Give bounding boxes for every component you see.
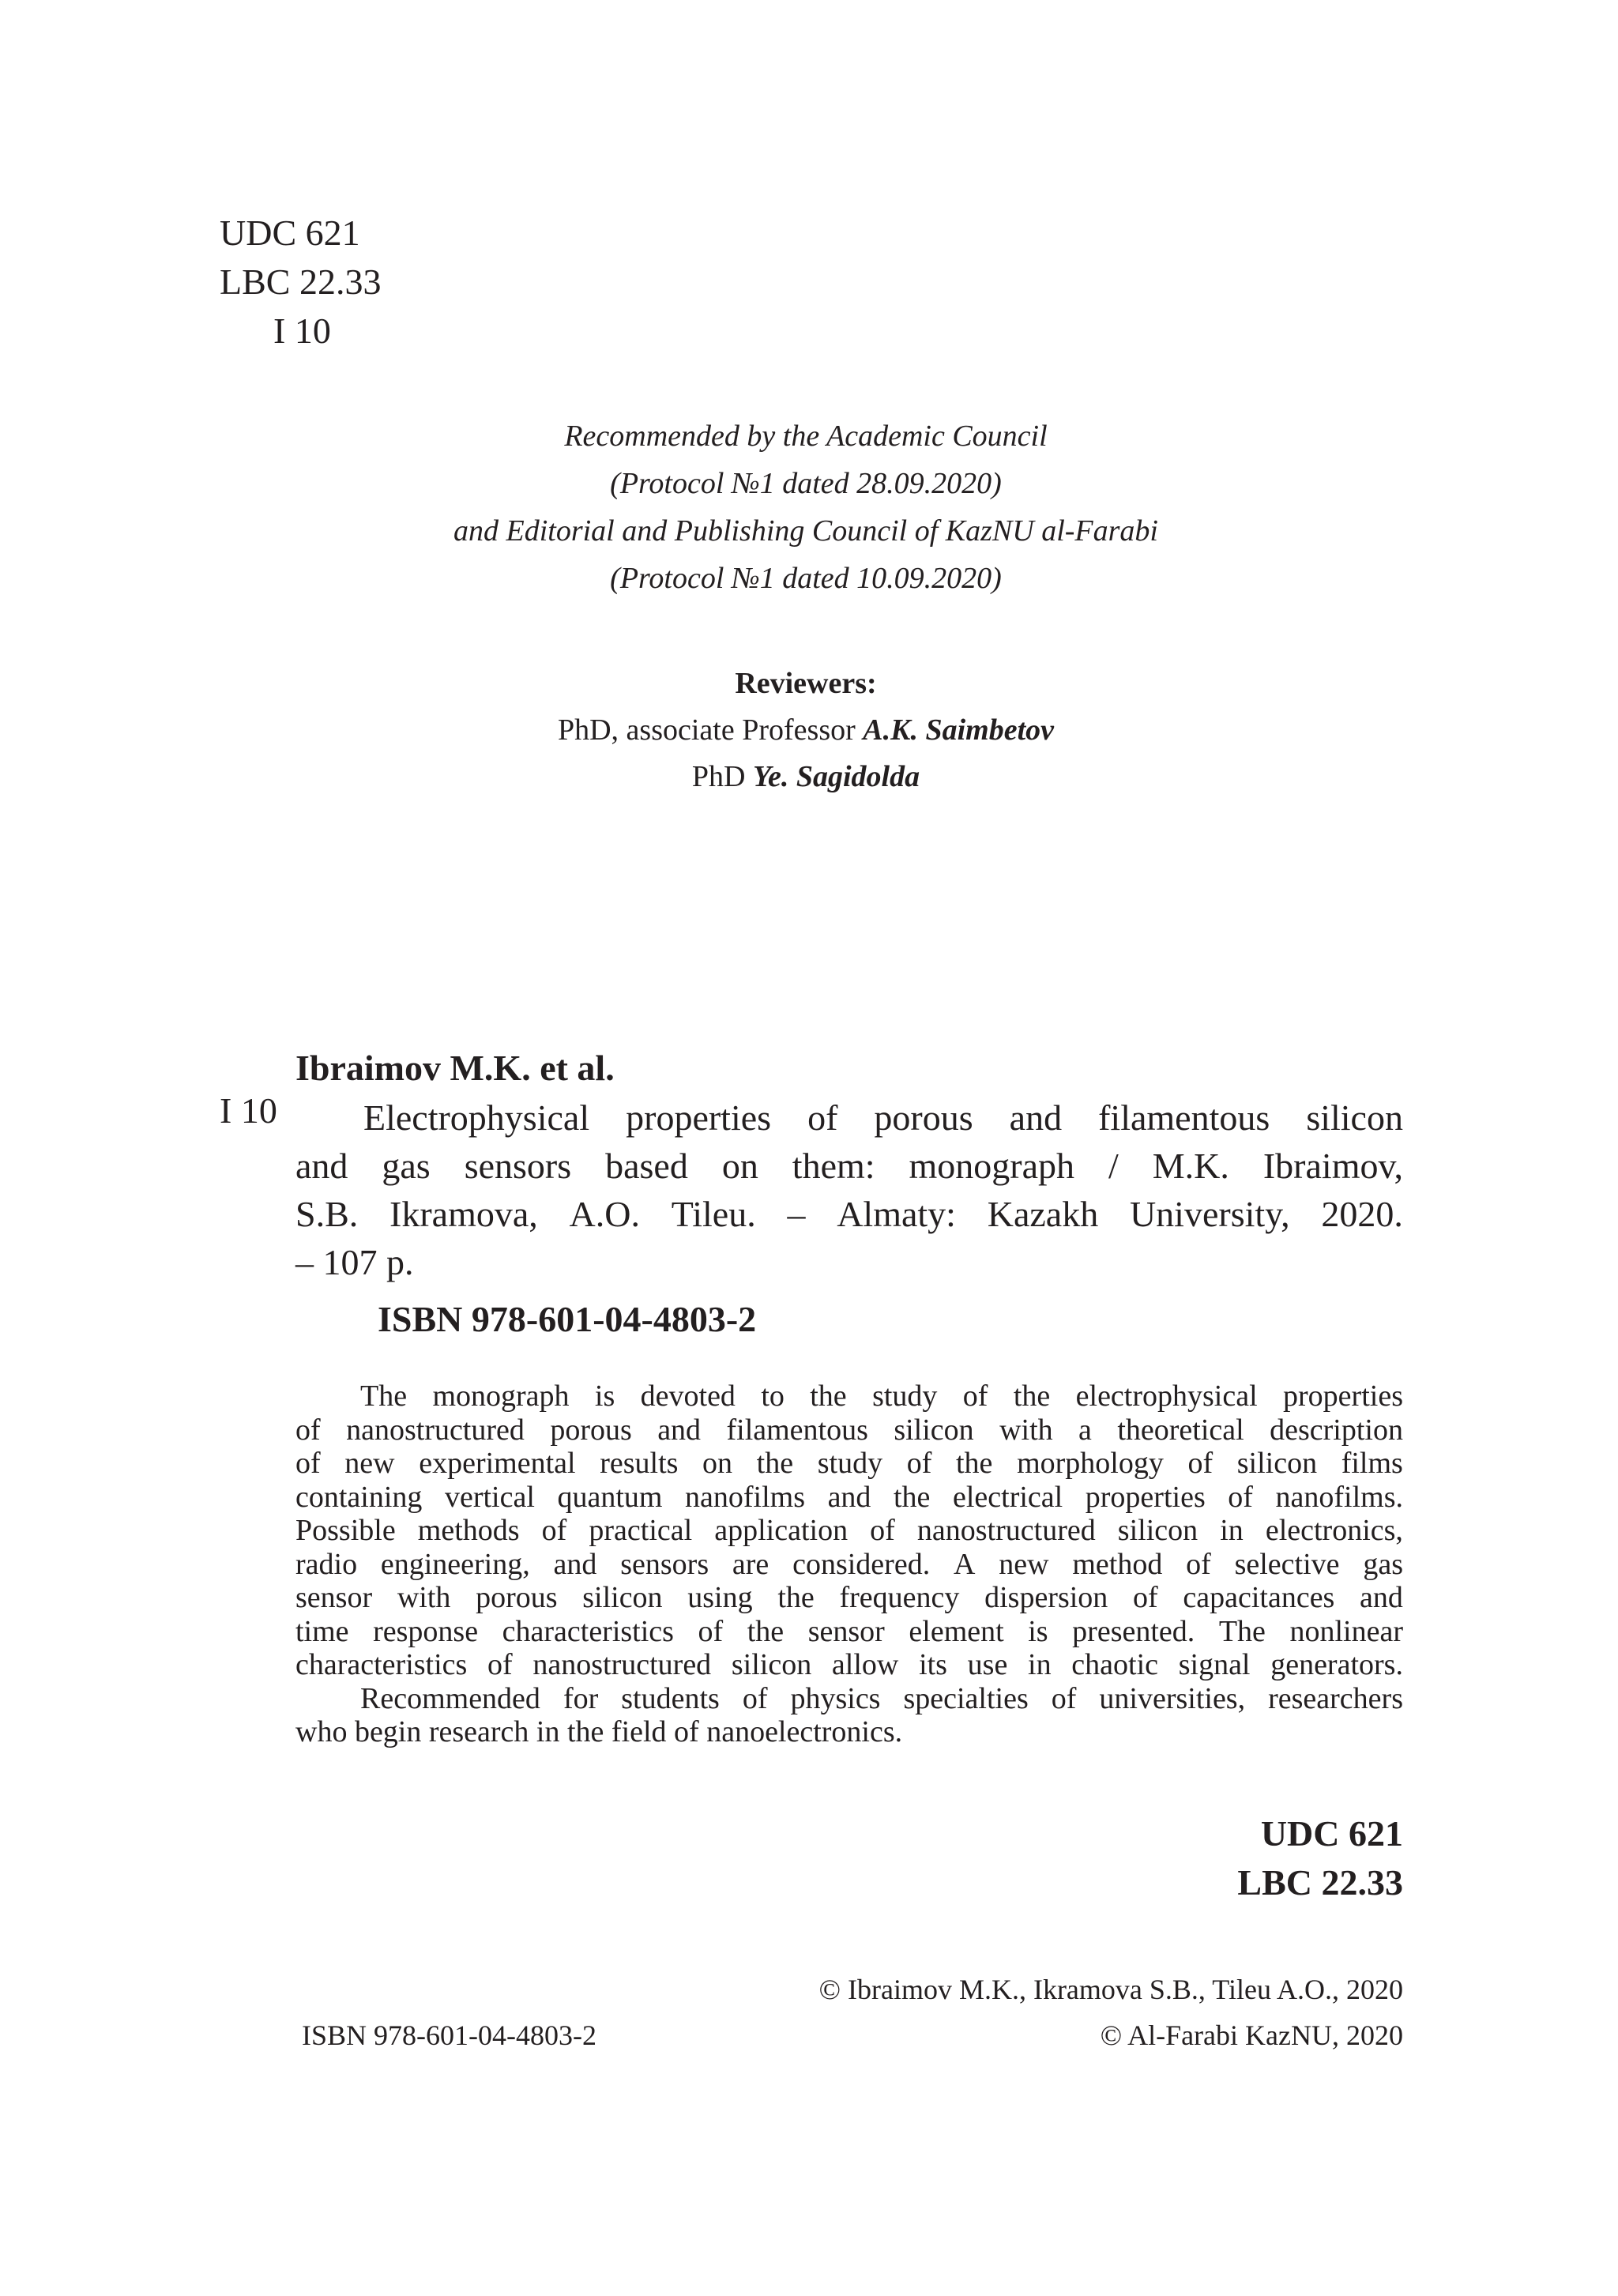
udc-code: UDC 621 (220, 213, 360, 253)
word: them: (792, 1146, 875, 1186)
word: Possible (295, 1514, 396, 1547)
reviewers-heading: Reviewers: (735, 667, 877, 700)
word: the (810, 1379, 847, 1413)
word: of (742, 1681, 768, 1715)
word: is (594, 1379, 615, 1413)
reviewer-2-title: PhD (691, 760, 753, 793)
reviewer-1 (237, 707, 1375, 754)
classification-codes-right (1027, 1809, 1403, 1907)
word: researchers (1268, 1681, 1403, 1715)
annotation-line (295, 1379, 1403, 1413)
recommendation-line: and Editorial and Publishing Council of KazNU al-Farabi (453, 514, 1158, 548)
word: silicon (1236, 1447, 1318, 1480)
word: silicon (894, 1413, 974, 1447)
author-sign: I 10 (273, 311, 331, 351)
word: silicon (582, 1581, 663, 1614)
word: on (721, 1146, 758, 1186)
word: of (807, 1097, 838, 1138)
recommendation-line: (Protocol №1 dated 10.09.2020) (610, 562, 1002, 595)
annotation-line-last: who begin research in the field of nanoelectronics. (295, 1715, 903, 1748)
recommendation-line: (Protocol №1 dated 28.09.2020) (610, 467, 1002, 500)
udc-code-bold: UDC 621 (1260, 1813, 1403, 1854)
word: morphology (1017, 1447, 1164, 1480)
word: of (1228, 1480, 1253, 1514)
word: based (605, 1146, 688, 1186)
word: electronics, (1265, 1514, 1403, 1547)
word: of (541, 1514, 567, 1547)
footer-isbn: ISBN 978-601-04-4803-2 (302, 2019, 596, 2051)
word: physics (790, 1681, 881, 1715)
word: dispersion (984, 1581, 1108, 1614)
word: selective (1234, 1547, 1340, 1581)
word: silicon (731, 1648, 812, 1681)
word: a (1078, 1413, 1092, 1447)
word: monograph (432, 1379, 570, 1413)
word: engineering, (380, 1547, 530, 1581)
word: porous (476, 1581, 558, 1614)
word: students (621, 1681, 720, 1715)
word: of (1186, 1547, 1211, 1581)
word: of (1187, 1447, 1214, 1480)
word: its (919, 1648, 947, 1681)
word: methods (417, 1514, 520, 1547)
record-isbn: ISBN 978-601-04-4803-2 (378, 1299, 757, 1339)
annotation-line (295, 1514, 1403, 1548)
word: the (894, 1480, 931, 1514)
word: description (1270, 1413, 1403, 1447)
word: nanostructured (346, 1413, 525, 1447)
bib-line (295, 1190, 1403, 1238)
word: nanostructured (532, 1648, 712, 1681)
word: Tileu. (671, 1194, 756, 1234)
word: specialties (903, 1681, 1029, 1715)
annotation-line (295, 1548, 1403, 1582)
word: 2020. (1321, 1194, 1403, 1234)
record-author: Ibraimov M.K. et al. (295, 1048, 615, 1088)
word: are (732, 1547, 769, 1581)
recommendation-block (237, 412, 1375, 602)
reviewers-block (237, 661, 1375, 800)
record-author-sign: I 10 (220, 1090, 277, 1131)
word: response (373, 1614, 479, 1648)
annotation-line (295, 1413, 1403, 1447)
word: experimental (419, 1447, 576, 1480)
word: capacitances (1183, 1581, 1335, 1614)
word: filamentous (1098, 1097, 1270, 1138)
bib-line (295, 1142, 1403, 1190)
word: nanofilms. (1275, 1480, 1403, 1514)
word: containing (295, 1480, 423, 1514)
recommendation-line: Recommended by the Academic Council (564, 420, 1048, 453)
word: of (1133, 1581, 1158, 1614)
word: and (1009, 1097, 1063, 1138)
word: study (872, 1379, 938, 1413)
word: porous (874, 1097, 973, 1138)
word: practical (589, 1514, 693, 1547)
word: Ibraimov, (1262, 1146, 1403, 1186)
bib-line-last: – 107 p. (295, 1242, 414, 1282)
word: Kazakh (987, 1194, 1099, 1234)
word: application (714, 1514, 849, 1547)
annotation-line (295, 1682, 1403, 1716)
reviewer-1-name: A.K. Saimbetov (863, 713, 1054, 747)
reviewer-2 (237, 754, 1375, 800)
word: new (999, 1547, 1049, 1581)
word: the (956, 1447, 993, 1480)
word: of (906, 1447, 932, 1480)
word: of (698, 1614, 724, 1648)
word: electrical (953, 1480, 1063, 1514)
word: properties (1283, 1379, 1403, 1413)
word: of (962, 1379, 988, 1413)
word: gas (382, 1146, 431, 1186)
word: The (360, 1379, 408, 1413)
word: sensor (807, 1614, 885, 1648)
word: of (295, 1447, 321, 1480)
word: allow (831, 1648, 899, 1681)
word: for (563, 1681, 599, 1715)
word: to (761, 1379, 785, 1413)
word: silicon (1117, 1514, 1198, 1547)
word: on (702, 1447, 733, 1480)
word: using (687, 1581, 753, 1614)
word: The (1218, 1614, 1266, 1648)
word: quantum (557, 1480, 663, 1514)
word: time (295, 1614, 349, 1648)
word: – (787, 1194, 806, 1234)
word: generators. (1270, 1648, 1403, 1681)
word: considered. (792, 1547, 931, 1581)
word: of (487, 1648, 513, 1681)
word: in (1028, 1648, 1052, 1681)
word: the (1013, 1379, 1051, 1413)
word: universities, (1099, 1681, 1246, 1715)
word: theoretical (1117, 1413, 1244, 1447)
word: and (827, 1480, 871, 1514)
word: with (397, 1581, 451, 1614)
bib-line (295, 1093, 1403, 1142)
word: chaotic (1071, 1648, 1159, 1681)
word: the (777, 1581, 815, 1614)
word: properties (1085, 1480, 1206, 1514)
word: results (600, 1447, 679, 1480)
word: Ikramova, (389, 1194, 538, 1234)
word: is (1028, 1614, 1048, 1648)
word: sensors (620, 1547, 709, 1581)
copyright-publisher: © Al-Farabi KazNU, 2020 (1100, 2019, 1403, 2051)
word: Electrophysical (363, 1097, 590, 1138)
word: signal (1178, 1648, 1251, 1681)
word: the (756, 1447, 794, 1480)
word: and (1360, 1581, 1403, 1614)
annotation-line (295, 1581, 1403, 1615)
word: nanostructured (916, 1514, 1096, 1547)
word: A.O. (569, 1194, 640, 1234)
word: silicon (1306, 1097, 1403, 1138)
annotation-line (295, 1447, 1403, 1481)
lbc-code: LBC 22.33 (220, 262, 382, 302)
word: properties (626, 1097, 772, 1138)
word: Almaty: (837, 1194, 956, 1234)
annotation-line (295, 1648, 1403, 1682)
annotation-line (295, 1481, 1403, 1515)
word: sensors (464, 1146, 572, 1186)
word: sensor (295, 1581, 373, 1614)
word: M.K. (1152, 1146, 1229, 1186)
word: gas (1363, 1547, 1403, 1581)
reviewer-2-name: Ye. Sagidolda (752, 760, 920, 793)
word: Recommended (360, 1681, 540, 1715)
word: of (870, 1514, 895, 1547)
word: in (1220, 1514, 1244, 1547)
word: A (954, 1547, 976, 1581)
word: vertical (444, 1480, 535, 1514)
word: of (1051, 1681, 1077, 1715)
word: new (344, 1447, 395, 1480)
word: films (1341, 1447, 1403, 1480)
word: University, (1129, 1194, 1290, 1234)
word: radio (295, 1547, 358, 1581)
reviewer-1-title: PhD, associate Professor (557, 713, 864, 747)
word: S.B. (295, 1194, 359, 1234)
word: of (295, 1413, 321, 1447)
word: the (747, 1614, 785, 1648)
word: characteristics (502, 1614, 674, 1648)
word: nanofilms (685, 1480, 805, 1514)
word: monograph (909, 1146, 1075, 1186)
word: use (967, 1648, 1008, 1681)
word: frequency (839, 1581, 960, 1614)
word: nonlinear (1289, 1614, 1403, 1648)
bibliographic-description (295, 1093, 1403, 1286)
word: and (295, 1146, 348, 1186)
word: method (1072, 1547, 1163, 1581)
word: element (909, 1614, 1004, 1648)
word: presented. (1072, 1614, 1195, 1648)
word: electrophysical (1075, 1379, 1258, 1413)
word: with (999, 1413, 1053, 1447)
word: characteristics (295, 1648, 468, 1681)
word: devoted (640, 1379, 736, 1413)
word: study (817, 1447, 883, 1480)
word: and (553, 1547, 597, 1581)
word: / (1108, 1146, 1119, 1186)
word: and (657, 1413, 702, 1447)
word: porous (550, 1413, 632, 1447)
copyright-authors: © Ibraimov M.K., Ikramova S.B., Tileu A.O., 2020 (818, 1974, 1403, 2005)
annotation-line (295, 1615, 1403, 1649)
lbc-code-bold: LBC 22.33 (1237, 1862, 1403, 1903)
word: filamentous (726, 1413, 868, 1447)
annotation (295, 1379, 1403, 1749)
